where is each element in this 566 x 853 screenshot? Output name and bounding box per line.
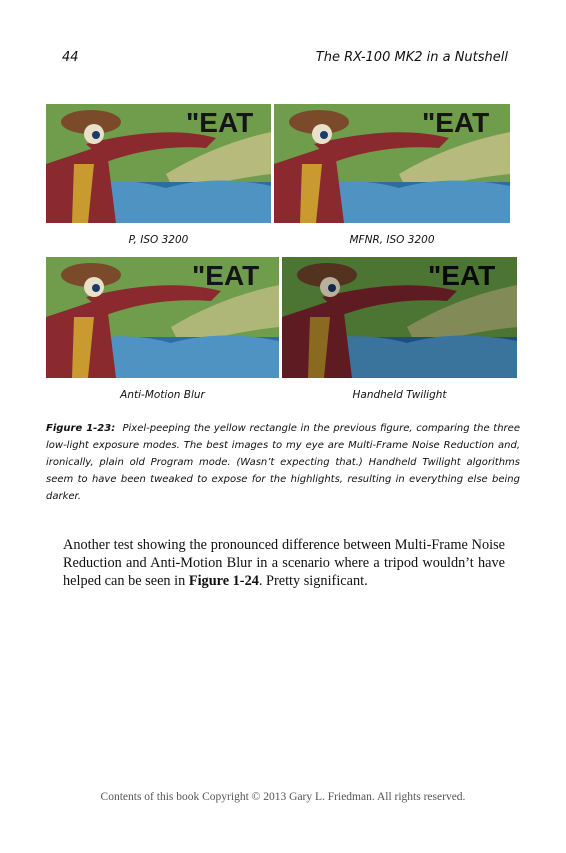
page-number: 44	[62, 50, 79, 65]
figure-photo-handheld-twilight	[282, 257, 517, 378]
figure-caption	[46, 420, 520, 505]
copyright-footer: Contents of this book Copyright © 2013 Gary L. Friedman. All rights reserved.	[100, 791, 466, 803]
caption-p-iso3200: P, ISO 3200	[128, 234, 189, 246]
body-paragraph	[63, 536, 505, 590]
running-title: The RX-100 MK2 in a Nutshell	[315, 50, 508, 65]
figure-caption-label: Figure 1-23:	[46, 423, 116, 434]
sign-text: "EAT	[192, 260, 260, 291]
figure-reference-link[interactable]: Figure 1-24	[188, 573, 259, 589]
body-text-after: . Pretty significant.	[258, 573, 368, 589]
caption-mfnr-iso3200: MFNR, ISO 3200	[349, 234, 435, 246]
caption-anti-motion-blur: Anti-Motion Blur	[120, 389, 205, 401]
sign-text: "EAT	[186, 107, 254, 138]
sign-text: "EAT	[422, 107, 490, 138]
figure-photo-anti-motion-blur	[46, 257, 279, 378]
sign-text: "EAT	[428, 260, 496, 291]
figure-photo-mfnr-iso3200	[274, 104, 510, 223]
caption-handheld-twilight: Handheld Twilight	[352, 389, 447, 401]
figure-photo-p-iso3200	[46, 104, 271, 223]
figure-caption-text: Pixel-peeping the yellow rectangle in the previous figure, comparing the three low-light exposure modes. The best images to my eye are Multi-Frame Noise Reduction and, ironically, plain old Program mode. (Wasn’t expecting that.) Handheld Twilight algorithms seem to have been tweaked to expose for the highlights, resulting in everything else being darker.	[46, 423, 520, 502]
body-text-before: Another test showing the pronounced difference between Multi-Frame Noise Reduction and Anti-Motion Blur in a scenario where a tripod wouldn’t have helped can be seen in	[63, 537, 505, 589]
